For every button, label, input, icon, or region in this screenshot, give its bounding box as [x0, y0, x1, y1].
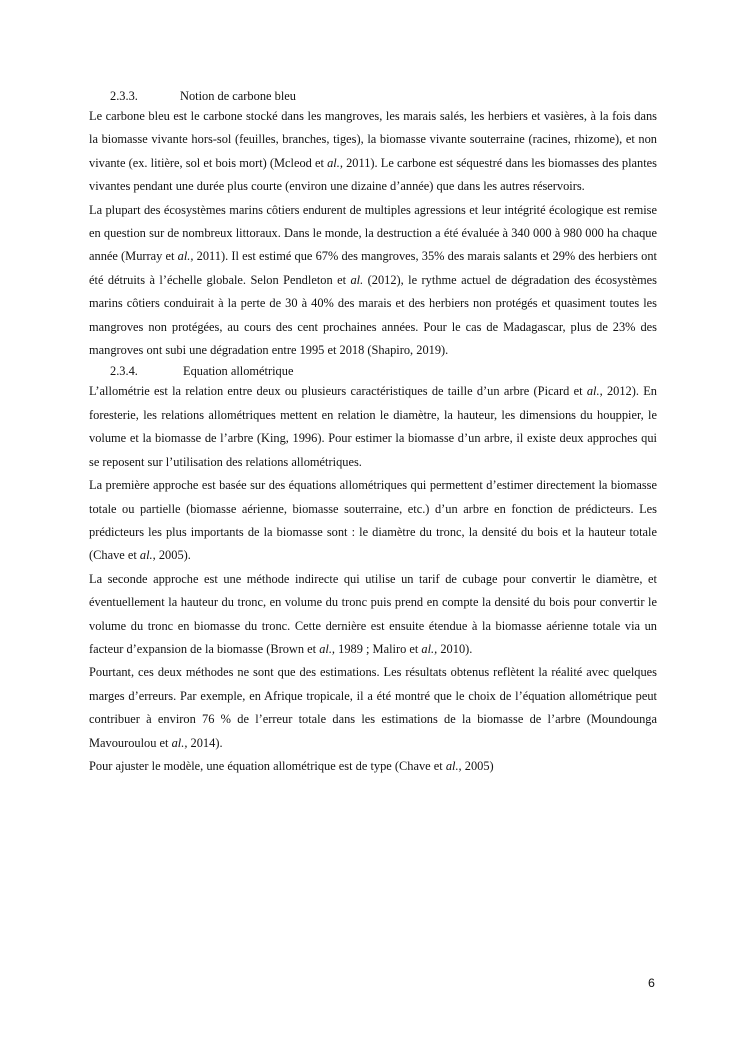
text-run: La plupart des écosystèmes marins côtiers endurent de multiples agressions et leur intégrité écologique est remise en question sur de nombreux littoraux. Dans le monde, la destruction a été évaluée à 340 000 à 980 000 ha chaque année (Murray et	[89, 202, 657, 264]
citation-italic: al.,	[421, 641, 438, 656]
text-run: 2011). Le carbone est séquestré dans les biomasses des plantes vivantes pendant une durée plus courte (environ une dizaine d’année) que dans les autres réservoirs.	[89, 155, 657, 194]
section-number: 2.3.3.	[110, 89, 138, 103]
paragraph	[89, 380, 657, 474]
text-run: Pourtant, ces deux méthodes ne sont que des estimations. Les résultats obtenus reflètent la réalité avec quelques marges d’erreurs. Par exemple, en Afrique tropicale, il a été montré que le choix de l’équation allométrique peut contribuer à environ 76 % de l’erreur totale dans les estimations de la biomasse de l’arbre (Moundounga Mavouroulou et	[89, 665, 657, 750]
section-title: Notion de carbone bleu	[180, 89, 296, 103]
text-run: 1989 ; Maliro et	[335, 641, 422, 656]
body-text	[89, 87, 657, 778]
citation-italic: al.	[350, 272, 364, 287]
paragraph	[89, 105, 657, 199]
paragraph	[89, 474, 657, 568]
paragraph	[89, 568, 657, 662]
text-run: L’allométrie est la relation entre deux ou plusieurs caractéristiques de taille d’un arbre (Picard et	[89, 384, 587, 399]
section-title: Equation allométrique	[183, 364, 294, 379]
text-run: 2014).	[187, 735, 223, 750]
text-run: 2012). En foresterie, les relations allométriques mettent en relation le diamètre, la hauteur, les dimensions du houppier, le volume et la biomasse de l’arbre (King, 1996). Pour estimer la biomasse d’un arbre, il existe deux approches qui se reposent sur l’utilisation des relations allométriques.	[89, 384, 657, 469]
citation-italic: al.,	[177, 249, 194, 264]
text-run: 2005).	[155, 548, 191, 563]
citation-italic: al.,	[139, 548, 156, 563]
text-run: La première approche est basée sur des équations allométriques qui permettent d’estimer directement la biomasse totale ou partielle (biomasse aérienne, biomasse souterraine, etc.) d’un arbre en fonction de prédicteurs. Les prédicteurs les plus importants de la biomasse sont : le diamètre du tronc, la densité du bois et la hauteur totale (Chave et	[89, 478, 657, 563]
citation-italic: al.,	[586, 384, 603, 399]
page-number: 6	[648, 976, 655, 990]
text-run: Le carbone bleu est le carbone stocké dans les mangroves, les marais salés, les herbiers et vasières, à la fois dans la biomasse vivante hors-sol (feuilles, branches, tiges), la biomasse vivante souterraine (racines, rhizome), et non vivante (ex. litière, sol et bois mort) (Mcleod et	[89, 109, 657, 170]
citation-italic: al.,	[327, 155, 343, 170]
text-run: La seconde approche est une méthode indirecte qui utilise un tarif de cubage pour convertir le diamètre, et éventuellement la hauteur du tronc, en volume du tronc puis prend en compte la densité du bois pour convertir le volume du tronc en biomasse du tronc. Cette dernière est ensuite étendue à la biomasse aérienne totale via un facteur d’expansion de la biomasse (Brown et	[89, 571, 657, 656]
citation-italic: al.,	[171, 735, 188, 750]
section-heading-carbone-bleu	[89, 87, 657, 105]
paragraph	[89, 199, 657, 363]
citation-italic: al.,	[319, 641, 336, 656]
paragraph	[89, 661, 657, 755]
text-run: 2011). Il est estimé que 67% des mangroves, 35% des marais salants et 29% des herbiers ont été détruits à l’échelle globale. Selon Pendleton et	[89, 249, 657, 287]
text-run: 2005)	[461, 758, 494, 773]
paragraph	[89, 755, 657, 778]
text-run: (2012), le rythme actuel de dégradation des écosystèmes marins côtiers conduirait à la perte de 30 à 40% des marais et des herbiers non protégés et quasiment toutes les mangroves non protégées, au cours des cent prochaines années. Pour le cas de Madagascar, plus de 23% des mangroves ont subi une dégradation entre 1995 et 2018 (Shapiro, 2019).	[89, 272, 657, 358]
citation-italic: al.,	[445, 758, 462, 773]
text-run: Pour ajuster le modèle, une équation allométrique est de type (Chave et	[89, 758, 446, 773]
section-number: 2.3.4.	[110, 364, 138, 379]
section-heading-equation-allometrique	[89, 362, 657, 380]
text-run: 2010).	[437, 641, 473, 656]
